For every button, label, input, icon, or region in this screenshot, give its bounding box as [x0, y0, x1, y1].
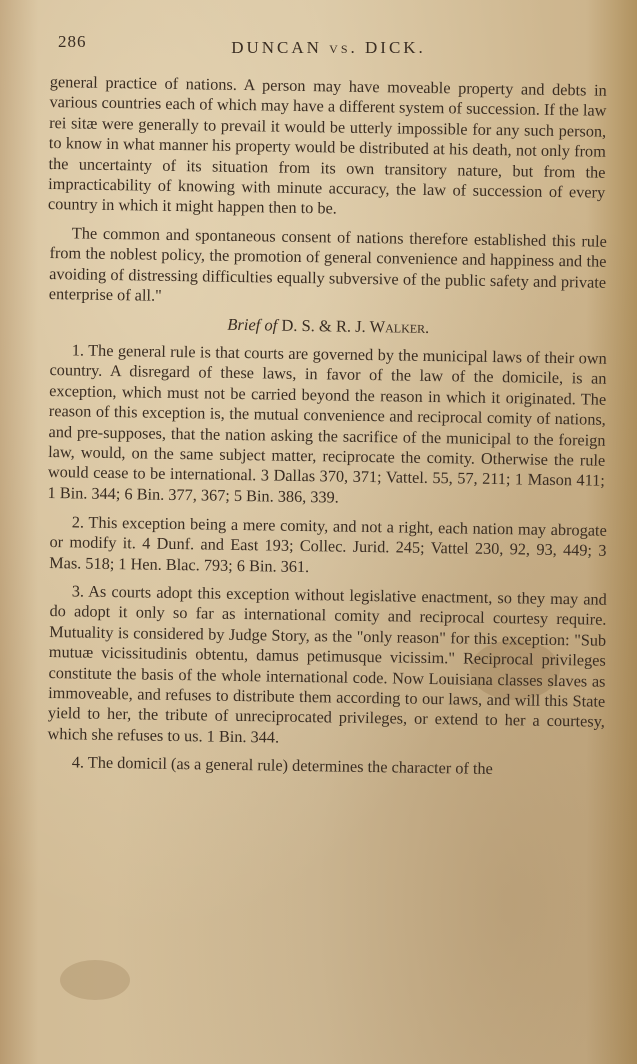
paragraph-4: 2. This exception being a mere comity, and not a right, each nation may abrogate or modify it. 4 Dunf. and East 193; Collec. Jurid. 245; Vattel 230, 92, 93, 449; 3 Mas. 518; 1 Hen. Blac. 793; 6 Bin. 361. [49, 512, 607, 576]
paragraph-2: The common and spontaneous consent of nations therefore established this rule from the noblest policy, the promotion of general convenience and happiness and the avoiding of distressing difficulties equally subversive of the public safety and private enterprise of all." [48, 223, 607, 305]
running-title: DUNCAN vs. DICK. [231, 38, 426, 57]
attribution-prefix: Brief of [227, 315, 278, 336]
paragraph-1: general practice of nations. A person may have moveable property and debts in various countries each of which may have a different system of succession. If the law rei sitæ were generally to prevail it would be utterly impossible for any such person, to know in what manner his property would be distributed at his death, not only from the uncertainty of its situation from its own transitory nature, but from the impracticability of knowing with minute accuracy, the law of succession of every country in which it might happen then to be. [47, 72, 607, 218]
brief-attribution [50, 312, 607, 341]
paragraph-5: 3. As courts adopt this exception without legislative enactment, so they may and do adopt it only so far as international comity and reciprocal courtesy require. Mutuality is considered by Judge Story, as the "only reason" for this exception: "Sub mutuæ vicissitudinis obtentu, damus petimusque vicissim." Reciprocal privileges constitute the basis of the whole international code. Now Louisiana classes slaves as immoveable, and refuses to distribute them according to our laws, and will this State yield to her, the tribute of unreciprocated privileges, or extend to her a courtesy, which she refuses to us. 1 Bin. 344. [47, 581, 607, 747]
paragraph-6: 4. The domicil (as a general rule) determines the character of the [71, 752, 493, 779]
paragraph-3: 1. The general rule is that courts are governed by the municipal laws of their own country. A disregard of these laws, in favor of the law of the domicile, is an exception, which must not be carried beyond the reason in which it originated. The reason of this exception is, the mutual convenience and reciprocal comity of nations, and pre-supposes, that the nation asking the sacrifice of the municipal to the foreign law, would, on the same subject matter, reciprocate the comity. Otherwise the rule would cease to be international. 3 Dallas 370, 371; Vattel. 55, 57, 211; 1 Mason 411; 1 Bin. 344; 6 Bin. 377, 367; 5 Bin. 386, 339. [47, 340, 607, 507]
running-head [50, 28, 607, 62]
page-number: 286 [58, 32, 87, 51]
attribution-names: D. S. & R. J. Walker. [281, 316, 430, 338]
paper-stain [60, 960, 130, 1000]
